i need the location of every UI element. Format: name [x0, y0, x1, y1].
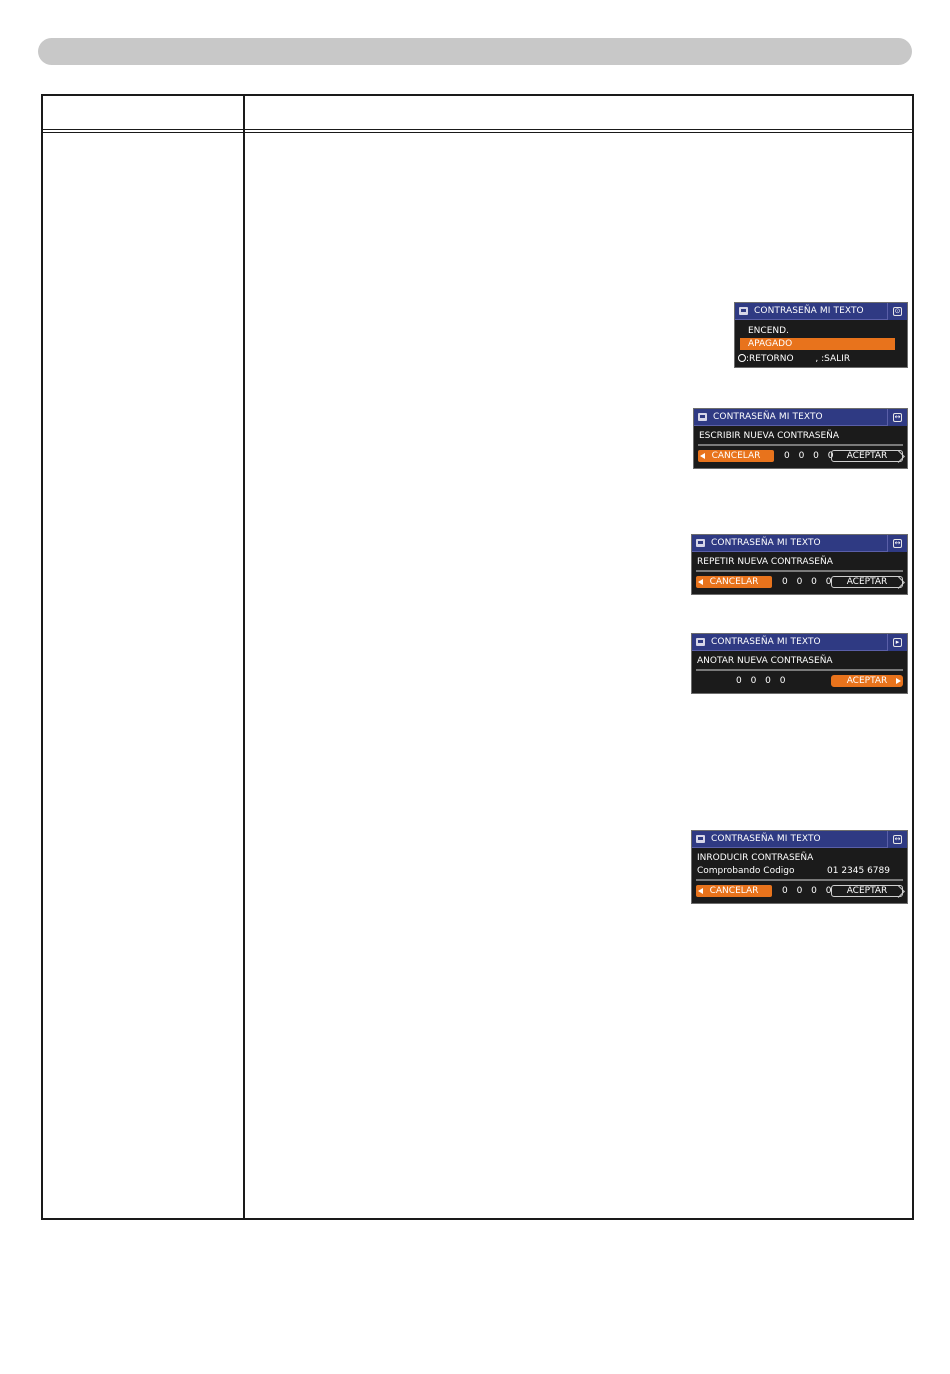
osd-message: REPETIR NUEVA CONTRASEÑA [697, 557, 833, 567]
password-digits[interactable]: 0 0 0 0 [784, 451, 837, 461]
osd-title: CONTRASEÑA MI TEXTO [711, 637, 821, 647]
table-column-divider [243, 96, 245, 1218]
osd-title: CONTRASEÑA MI TEXTO [713, 412, 823, 422]
menu-icon [696, 539, 705, 547]
menu-icon [698, 413, 707, 421]
password-digits[interactable]: 0 0 0 0 [782, 577, 835, 587]
osd-corner[interactable] [887, 535, 907, 552]
menu-icon [696, 835, 705, 843]
osd-separator [698, 444, 903, 446]
option-apagado[interactable]: APAGADO [740, 338, 895, 350]
osd-separator [696, 669, 903, 671]
osd-panel-note-password [691, 633, 908, 694]
osd-title-bar [692, 634, 887, 651]
osd-separator [696, 879, 903, 881]
cancel-button[interactable]: CANCELAR [698, 450, 774, 462]
right-arrow-icon: ▸ [893, 638, 902, 647]
menu-icon [739, 307, 748, 315]
cancel-button[interactable]: CANCELAR [696, 885, 772, 897]
osd-title-bar [692, 535, 887, 552]
osd-title-bar [694, 409, 887, 426]
osd-title: CONTRASEÑA MI TEXTO [711, 834, 821, 844]
osd-panel-repeat-password [691, 534, 908, 595]
table-header-divider [43, 129, 912, 133]
osd-message: INRODUCIR CONTRASEÑA [697, 853, 814, 863]
osd-nav-hint [738, 354, 850, 364]
accept-button[interactable]: ACEPTAR [831, 576, 903, 588]
corner-icon: ⊙ [894, 307, 901, 315]
osd-corner[interactable] [887, 303, 907, 320]
check-code-label: Comprobando Codigo [697, 866, 795, 876]
check-code-value: 01 2345 6789 [827, 866, 890, 876]
corner-icon: ↔ [894, 539, 901, 547]
osd-panel-onoff [734, 302, 908, 368]
osd-panel-enter-password [691, 830, 908, 904]
osd-title: CONTRASEÑA MI TEXTO [754, 306, 864, 316]
osd-separator [696, 570, 903, 572]
password-digits: 0 0 0 0 [736, 676, 789, 686]
osd-title-bar [735, 303, 887, 320]
corner-icon: ↔ [894, 413, 901, 421]
password-digits[interactable]: 0 0 0 0 [782, 886, 835, 896]
option-encend[interactable]: ENCEND. [748, 326, 789, 336]
osd-title-bar [692, 831, 887, 848]
accept-button[interactable]: ACEPTAR [831, 885, 903, 897]
corner-icon: ↔ [894, 835, 901, 843]
osd-message: ESCRIBIR NUEVA CONTRASEÑA [699, 431, 840, 441]
menu-icon [696, 638, 705, 646]
section-header-bar [38, 38, 912, 65]
cancel-button[interactable]: CANCELAR [696, 576, 772, 588]
left-arrow-icon [738, 354, 746, 362]
osd-message: ANOTAR NUEVA CONTRASEÑA [697, 656, 833, 666]
osd-corner[interactable] [887, 634, 907, 651]
nav-back-label: :RETORNO [746, 354, 794, 364]
osd-panel-write-password [693, 408, 908, 469]
accept-button[interactable]: ACEPTAR [831, 450, 903, 462]
accept-button[interactable]: ACEPTAR [831, 675, 903, 687]
osd-corner[interactable] [887, 831, 907, 848]
nav-exit-label: , :SALIR [815, 354, 851, 364]
osd-title: CONTRASEÑA MI TEXTO [711, 538, 821, 548]
osd-corner[interactable] [887, 409, 907, 426]
